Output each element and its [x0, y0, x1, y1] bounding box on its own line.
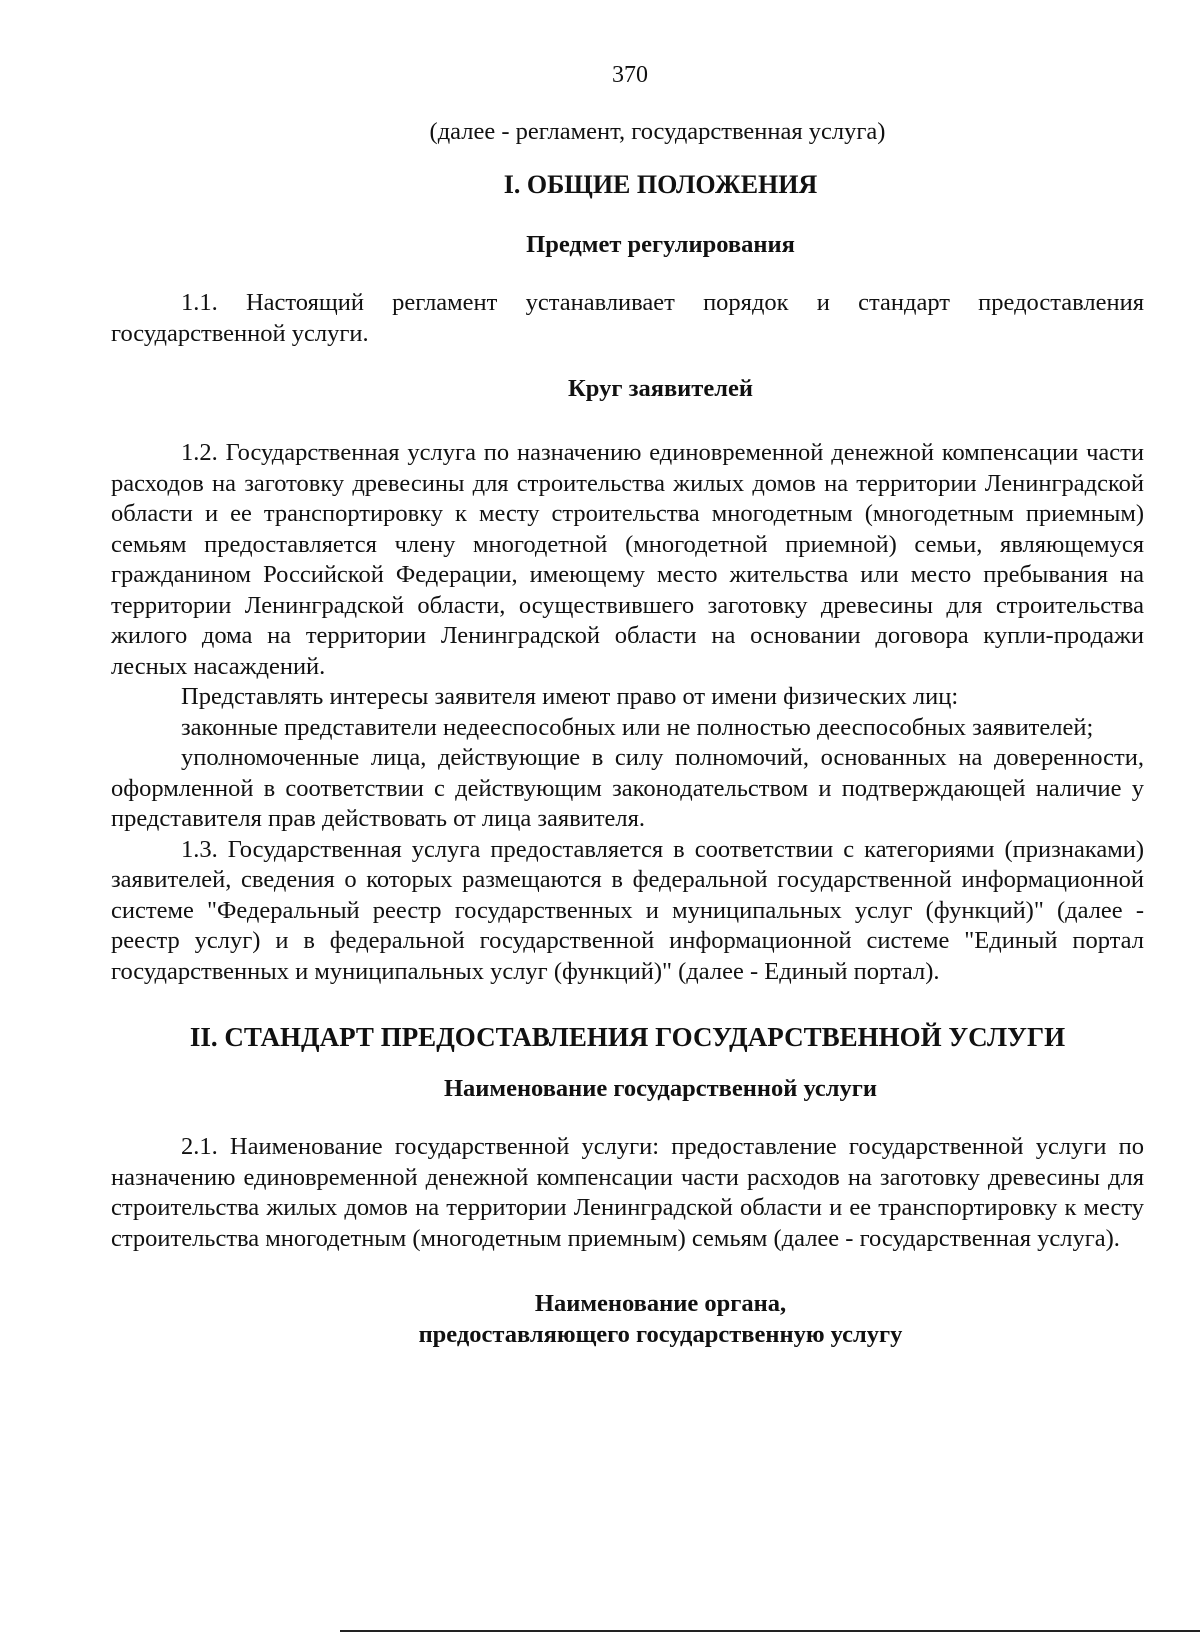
- subheading-applicants: Круг заявителей: [568, 375, 753, 402]
- subheading-service-name: Наименование государственной услуги: [443, 1075, 878, 1102]
- document-body: [111, 116, 1144, 1350]
- subheading-authority-line-1: Наименование органа,: [534, 1290, 787, 1317]
- paragraph-1-3: 1.3. Государственная услуга предоставляется в соответствии с категориями (признаками) заявителей, сведения о которых размещаются в федеральной государственной информационной системе "Федеральный реестр государственных и муниципальных услуг (функций)" (далее - реестр услуг) и в федеральной государственной информационной системе "Единый портал государственных и муниципальных услуг (функций)" (далее - Единый портал).: [111, 835, 1144, 985]
- section-2-heading: II. СТАНДАРТ ПРЕДОСТАВЛЕНИЯ ГОСУДАРСТВЕННОЙ УСЛУГИ: [189, 1022, 1066, 1052]
- paragraph-representatives: Представлять интересы заявителя имеют право от имени физических лиц:: [181, 683, 959, 710]
- subheading-authority: [111, 1288, 1144, 1350]
- paragraph-1-1: 1.1. Настоящий регламент устанавливает порядок и стандарт предоставления государственной услуги.: [111, 289, 1144, 347]
- intro-line: (далее - регламент, государственная услуга): [429, 118, 886, 145]
- section-1-heading: I. ОБЩИЕ ПОЛОЖЕНИЯ: [503, 170, 818, 199]
- paragraph-authorized-persons: уполномоченные лица, действующие в силу полномочий, основанных на доверенности, оформленной в соответствии с действующим законодательством и подтверждающей наличие у представителя прав действовать от лица заявителя.: [111, 744, 1144, 832]
- paragraph-1-2: 1.2. Государственная услуга по назначению единовременной денежной компенсации части расходов на заготовку древесины для строительства жилых домов на территории Ленинградской области и ее транспортировку к месту строительства многодетным (многодетным приемным) семьям предоставляется члену многодетной (многодетной приемной) семьи, являющемуся гражданином Российской Федерации, имеющему место жительства или место пребывания на территории Ленинградской области, осуществившего заготовку древесины для строительства жилого дома на территории Ленинградской области на основании договора купли-продажи лесных насаждений.: [111, 439, 1144, 680]
- paragraph-legal-representatives: законные представители недееспособных или не полностью дееспособных заявителей;: [181, 713, 1094, 741]
- subheading-subject-of-regulation: Предмет регулирования: [526, 231, 795, 258]
- paragraph-2-1: 2.1. Наименование государственной услуги: предоставление государственной услуги по назначению единовременной денежной компенсации части расходов на заготовку древесины для строительства жилых домов на территории Ленинградской области и ее транспортировку к месту строительства многодетным (многодетным приемным) семьям (далее - государственная услуга).: [111, 1133, 1144, 1252]
- subheading-authority-line-2: предоставляющего государственную услугу: [418, 1321, 903, 1348]
- page-number: 370: [612, 62, 648, 88]
